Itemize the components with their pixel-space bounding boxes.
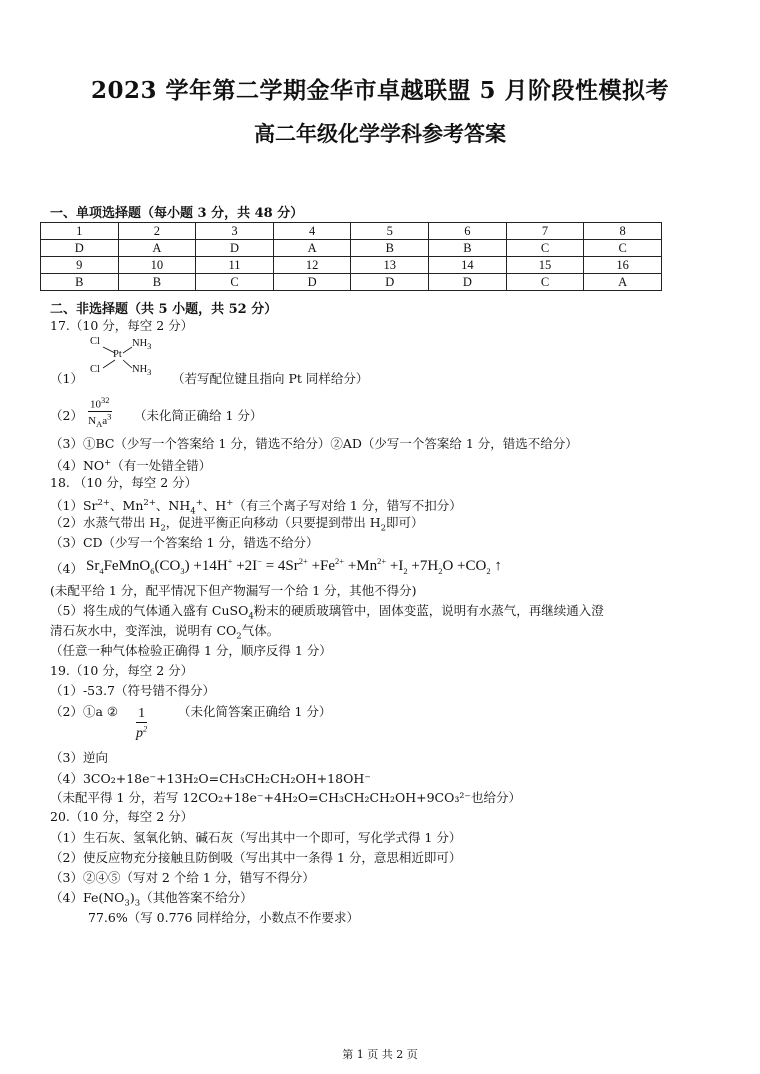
table-cell: 15 — [506, 257, 584, 274]
q17-a1-label: （1） — [50, 371, 83, 386]
pt-label: Pt — [113, 349, 122, 360]
table-cell: 12 — [273, 257, 351, 274]
q19-a3: （3）逆向 — [50, 750, 108, 765]
table-cell: A — [118, 240, 196, 257]
q18-a2: （2）水蒸气带出 $H_2$，促进平衡正向移动（只要提到带出 $H_2$即可） — [50, 515, 424, 534]
table-cell: A — [584, 274, 662, 291]
q17-a2-label: （2） — [50, 408, 83, 423]
table-row-numbers — [41, 257, 662, 274]
page-title: 2023 学年第二学期金华市卓越联盟 5 月阶段性模拟考 — [90, 77, 670, 104]
table-cell: B — [118, 274, 196, 291]
table-cell: 16 — [584, 257, 662, 274]
table-cell: A — [273, 240, 351, 257]
table-cell: D — [273, 274, 351, 291]
q18-a1: $(1)Sr^{2+}$、$Mn^{2+}$、$NH_4^+$、H+（有三个离子写对给 1 分，错写不扣分） — [50, 498, 462, 517]
table-cell: 9 — [41, 257, 119, 274]
q17-fraction: $10^{32}$ $N_Aa^3$ — [88, 395, 112, 430]
q18-a5-line2: 清石灰水中，变浑浊，说明有 $CO_2$气体。 — [50, 623, 280, 642]
q20-a2: （2）使反应物充分接触且防倒吸（写出其中一条得 1 分，意思相近即可） — [50, 850, 462, 865]
nh3-top: $NH_3$ — [132, 338, 152, 352]
table-cell: 4 — [273, 223, 351, 240]
table-cell: D — [196, 240, 274, 257]
table-row-answers — [41, 274, 662, 291]
table-cell: 6 — [429, 223, 507, 240]
q19-fraction: $\frac{1}{p^2}$ — [136, 706, 148, 741]
table-cell: 8 — [584, 223, 662, 240]
q18-a5-note: （任意一种气体检验正确得 1 分，顺序反得 1 分） — [50, 643, 332, 658]
q19-a4-note: （未配平得 1 分，若写 12CO₂+18e⁻+4H₂O=CH₃CH₂CH₂OH+9CO₃²⁻也给分） — [50, 790, 521, 805]
section2-heading: 二、非选择题（共 5 小题，共 52 分） — [50, 302, 278, 317]
q20-a3: （3）②④⑤（写对 2 个给 1 分，错写不得分） — [50, 870, 315, 885]
q20-a4: $(4)Fe(NO_3)_3$（其他答案不给分） — [50, 890, 253, 909]
table-cell: C — [506, 274, 584, 291]
page-subtitle: 高二年级化学学科参考答案 — [254, 121, 506, 146]
nh3-bottom: $NH_3$ — [132, 364, 152, 378]
q19-a2-label: （2）①a ② — [50, 704, 119, 719]
table-cell: 11 — [196, 257, 274, 274]
q18-a5-line1: （5）将生成的气体通入盛有 CuSO$_4$粉末的硬质玻璃管中，固体变蓝，说明有水蒸气，再继续通入澄 — [50, 603, 604, 622]
q17-a1-note: （若写配位键且指向 Pt 同样给分） — [172, 371, 369, 386]
table-cell: B — [351, 240, 429, 257]
pt-structure — [88, 334, 160, 380]
q20-a5: 77.6%（写 0.776 同样给分，小数点不作要求） — [88, 910, 359, 925]
q19-a2-note: （未化简答案正确给 1 分） — [178, 704, 332, 719]
q18-equation: $Sr_4FeMnO_6(CO_3) +14H^+ +2I^- = 4Sr^{2+} +Fe^{2+} +Mn^{2+} +I_2 +7H_2O +CO_2$ ↑ — [86, 556, 502, 576]
table-cell: 2 — [118, 223, 196, 240]
answer-table — [40, 222, 662, 291]
q17-a2-note: （未化简正确给 1 分） — [134, 408, 263, 423]
table-cell: 10 — [118, 257, 196, 274]
table-cell: 7 — [506, 223, 584, 240]
table-cell: 3 — [196, 223, 274, 240]
table-row-numbers — [41, 223, 662, 240]
table-cell: 14 — [429, 257, 507, 274]
q20-heading: 20.（10 分，每空 2 分） — [50, 809, 194, 824]
cl-label-bottom: Cl — [90, 364, 100, 375]
q18-heading: 18. （10 分，每空 2 分） — [50, 475, 198, 490]
table-cell: C — [584, 240, 662, 257]
q17-heading: 17.（10 分，每空 2 分） — [50, 318, 194, 333]
table-cell: 13 — [351, 257, 429, 274]
table-cell: 1 — [41, 223, 119, 240]
q19-heading: 19.（10 分，每空 2 分） — [50, 663, 194, 678]
q18-a3: （3）CD（少写一个答案给 1 分，错选不给分） — [50, 535, 319, 550]
q18-a4-note: (未配平给 1 分，配平情况下但产物漏写一个给 1 分，其他不得分) — [50, 583, 417, 598]
cl-label-top: Cl — [90, 336, 100, 347]
page-footer: 第 1 页 共 2 页 — [342, 1048, 418, 1061]
table-cell: D — [351, 274, 429, 291]
table-cell: D — [429, 274, 507, 291]
table-cell: 5 — [351, 223, 429, 240]
q18-a4-label: （4） — [50, 561, 83, 576]
table-cell: B — [41, 274, 119, 291]
q19-a1: （1）-53.7（符号错不得分） — [50, 683, 216, 698]
q17-a3: （3）①BC（少写一个答案给 1 分，错选不给分）②AD（少写一个答案给 1 分，错选不给分） — [50, 436, 578, 451]
table-cell: C — [196, 274, 274, 291]
table-cell: D — [41, 240, 119, 257]
q20-a1: （1）生石灰、氢氧化钠、碱石灰（写出其中一个即可，写化学式得 1 分） — [50, 830, 462, 845]
section1-heading: 一、单项选择题（每小题 3 分，共 48 分） — [50, 206, 304, 221]
q17-a4: （4）NO+（有一处错全错） — [50, 458, 212, 474]
q19-a4: （4）3CO₂+18e⁻+13H₂O=CH₃CH₂CH₂OH+18OH⁻ — [50, 771, 371, 786]
table-cell: B — [429, 240, 507, 257]
table-cell: C — [506, 240, 584, 257]
table-row-answers — [41, 240, 662, 257]
